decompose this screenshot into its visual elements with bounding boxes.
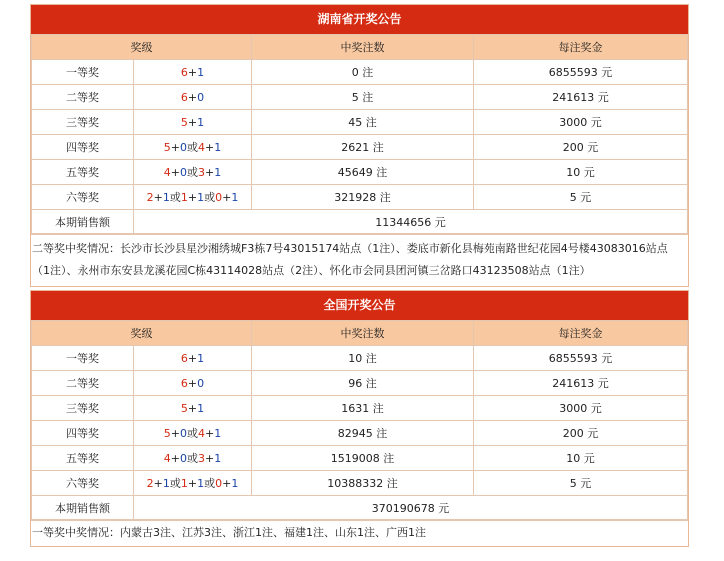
table-row [32, 446, 688, 471]
sales-label: 本期销售额 [32, 496, 134, 520]
table-row [32, 185, 688, 210]
winner-count: 10388332 注 [252, 471, 474, 496]
red-count: 6 [180, 65, 188, 79]
header-count: 中奖注数 [252, 35, 474, 60]
prize-level: 一等奖 [32, 346, 134, 371]
red-count: 0 [215, 191, 223, 204]
or-text: 或 [187, 427, 198, 440]
hunan-second-prize-note: 二等奖中奖情况：长沙市长沙县星沙湘绣城F3栋7号43015174站点（1注）、娄底市新化县梅苑南路世纪花园4号楼43083016站点（1注）、永州市东安县龙溪花园C栋43114028站点（2注）、怀化市会同县团河镇三岔路口43123508站点（1注） [31, 234, 688, 286]
prize-amount: 200 元 [474, 135, 688, 160]
blue-count: 0 [180, 166, 187, 179]
winner-count: 10 注 [252, 346, 474, 371]
red-count: 2 [146, 477, 154, 490]
prize-amount: 3000 元 [474, 110, 688, 135]
plus-sign: + [187, 376, 198, 390]
plus-sign: + [170, 427, 180, 440]
prize-amount: 5 元 [474, 471, 688, 496]
national-announcement-panel [30, 290, 689, 547]
prize-level: 五等奖 [32, 160, 134, 185]
national-title: 全国开奖公告 [31, 291, 688, 320]
plus-sign: + [205, 452, 215, 465]
red-count: 6 [180, 351, 188, 365]
table-header-row [32, 321, 688, 346]
header-level: 奖级 [32, 35, 252, 60]
red-count: 3 [198, 166, 205, 179]
hunan-title: 湖南省开奖公告 [31, 5, 688, 34]
winner-count: 5 注 [252, 85, 474, 110]
match-rule [134, 346, 252, 371]
blue-count: 1 [197, 401, 205, 415]
prize-level: 六等奖 [32, 185, 134, 210]
or-text: 或 [204, 477, 216, 490]
blue-count: 0 [180, 141, 187, 154]
plus-sign: + [187, 90, 198, 104]
red-count: 4 [163, 452, 171, 465]
red-count: 4 [163, 166, 171, 179]
winner-count: 82945 注 [252, 421, 474, 446]
hunan-announcement-panel [30, 4, 689, 287]
match-rule [134, 446, 252, 471]
plus-sign: + [170, 166, 180, 179]
prize-amount: 3000 元 [474, 396, 688, 421]
winner-count: 1631 注 [252, 396, 474, 421]
blue-count: 1 [197, 191, 205, 204]
or-text: 或 [169, 477, 181, 490]
header-prize: 每注奖金 [474, 321, 688, 346]
red-count: 2 [146, 191, 154, 204]
blue-count: 1 [197, 115, 205, 129]
plus-sign: + [187, 351, 198, 365]
plus-sign: + [187, 115, 198, 129]
national-prize-table [31, 320, 688, 520]
match-rule [134, 396, 252, 421]
prize-amount: 5 元 [474, 185, 688, 210]
sales-value: 11344656 元 [134, 210, 688, 234]
prize-level: 二等奖 [32, 371, 134, 396]
prize-level: 四等奖 [32, 135, 134, 160]
red-count: 6 [180, 376, 188, 390]
sales-label: 本期销售额 [32, 210, 134, 234]
table-row [32, 110, 688, 135]
prize-level: 三等奖 [32, 396, 134, 421]
blue-count: 1 [214, 166, 222, 179]
blue-count: 0 [197, 376, 205, 390]
blue-count: 1 [214, 427, 222, 440]
red-count: 5 [163, 141, 171, 154]
plus-sign: + [170, 452, 180, 465]
plus-sign: + [187, 401, 198, 415]
winner-count: 0 注 [252, 60, 474, 85]
prize-amount: 6855593 元 [474, 60, 688, 85]
sales-row [32, 210, 688, 234]
red-count: 3 [198, 452, 205, 465]
plus-sign: + [187, 65, 198, 79]
or-text: 或 [187, 141, 198, 154]
prize-level: 一等奖 [32, 60, 134, 85]
plus-sign: + [205, 427, 215, 440]
sales-row [32, 496, 688, 520]
hunan-prize-table [31, 34, 688, 234]
table-row [32, 396, 688, 421]
header-level: 奖级 [32, 321, 252, 346]
plus-sign: + [205, 166, 215, 179]
prize-level: 六等奖 [32, 471, 134, 496]
table-row [32, 421, 688, 446]
table-row [32, 160, 688, 185]
match-rule [134, 85, 252, 110]
prize-amount: 200 元 [474, 421, 688, 446]
winner-count: 45649 注 [252, 160, 474, 185]
match-rule [134, 471, 252, 496]
winner-count: 1519008 注 [252, 446, 474, 471]
red-count: 0 [215, 477, 223, 490]
plus-sign: + [187, 477, 198, 490]
blue-count: 1 [231, 477, 239, 490]
prize-level: 三等奖 [32, 110, 134, 135]
red-count: 5 [180, 401, 188, 415]
match-rule [134, 421, 252, 446]
or-text: 或 [187, 452, 198, 465]
prize-level: 五等奖 [32, 446, 134, 471]
match-rule [134, 160, 252, 185]
table-header-row [32, 35, 688, 60]
match-rule [134, 371, 252, 396]
blue-count: 0 [180, 452, 187, 465]
sales-value: 370190678 元 [134, 496, 688, 520]
red-count: 1 [180, 477, 188, 490]
red-count: 5 [163, 427, 171, 440]
blue-count: 1 [162, 477, 170, 490]
winner-count: 45 注 [252, 110, 474, 135]
table-row [32, 85, 688, 110]
blue-count: 1 [197, 351, 205, 365]
red-count: 4 [198, 427, 205, 440]
header-prize: 每注奖金 [474, 35, 688, 60]
prize-level: 二等奖 [32, 85, 134, 110]
prize-amount: 241613 元 [474, 85, 688, 110]
plus-sign: + [222, 477, 232, 490]
plus-sign: + [205, 141, 215, 154]
red-count: 6 [180, 90, 188, 104]
winner-count: 96 注 [252, 371, 474, 396]
table-row [32, 135, 688, 160]
prize-level: 四等奖 [32, 421, 134, 446]
plus-sign: + [170, 141, 180, 154]
header-count: 中奖注数 [252, 321, 474, 346]
table-row [32, 346, 688, 371]
blue-count: 1 [214, 452, 222, 465]
plus-sign: + [222, 191, 232, 204]
match-rule [134, 185, 252, 210]
red-count: 5 [180, 115, 188, 129]
match-rule [134, 110, 252, 135]
table-row [32, 471, 688, 496]
blue-count: 0 [197, 90, 205, 104]
or-text: 或 [204, 191, 216, 204]
plus-sign: + [153, 191, 163, 204]
blue-count: 1 [162, 191, 170, 204]
prize-amount: 241613 元 [474, 371, 688, 396]
prize-amount: 6855593 元 [474, 346, 688, 371]
prize-amount: 10 元 [474, 446, 688, 471]
plus-sign: + [187, 191, 198, 204]
blue-count: 1 [197, 477, 205, 490]
blue-count: 1 [197, 65, 205, 79]
red-count: 4 [198, 141, 205, 154]
match-rule [134, 60, 252, 85]
red-count: 1 [180, 191, 188, 204]
blue-count: 1 [214, 141, 222, 154]
blue-count: 1 [231, 191, 239, 204]
prize-amount: 10 元 [474, 160, 688, 185]
plus-sign: + [153, 477, 163, 490]
winner-count: 2621 注 [252, 135, 474, 160]
winner-count: 321928 注 [252, 185, 474, 210]
or-text: 或 [187, 166, 198, 179]
or-text: 或 [169, 191, 181, 204]
table-row [32, 371, 688, 396]
table-row [32, 60, 688, 85]
blue-count: 0 [180, 427, 187, 440]
national-first-prize-note: 一等奖中奖情况：内蒙古3注、江苏3注、浙江1注、福建1注、山东1注、广西1注 [31, 520, 688, 546]
match-rule [134, 135, 252, 160]
